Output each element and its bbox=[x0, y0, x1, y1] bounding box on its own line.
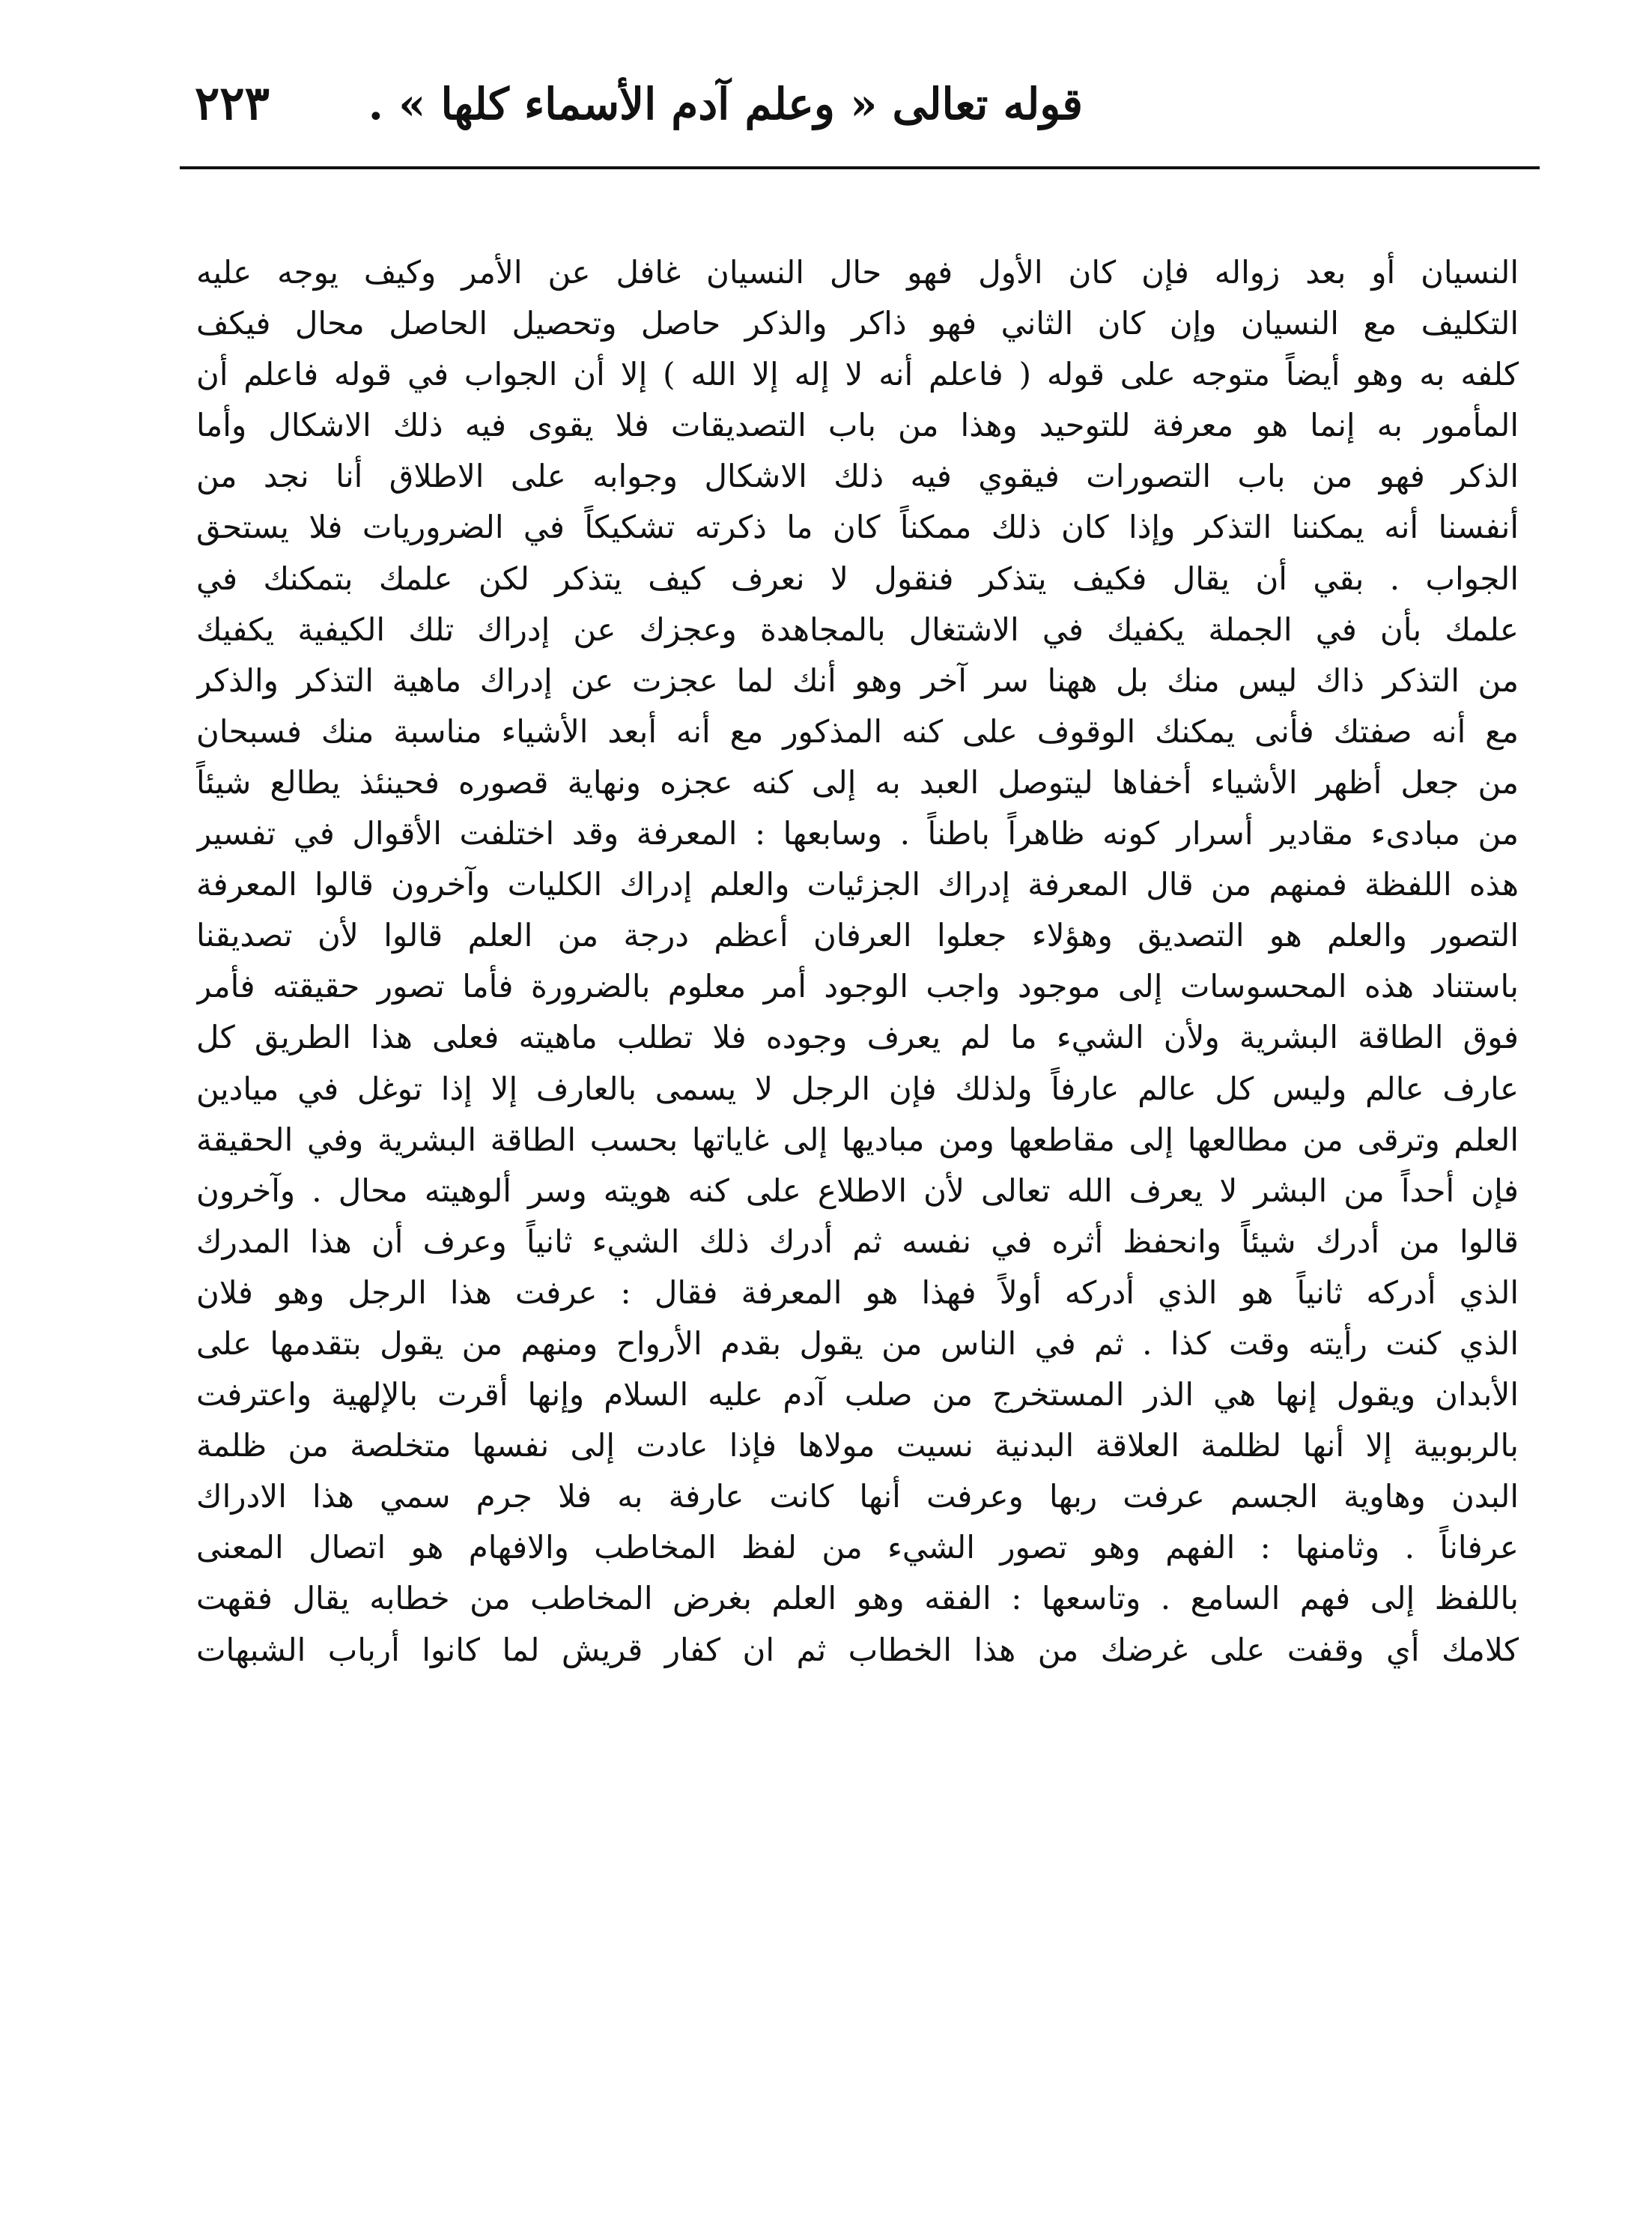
text-line: الأبدان ويقول إنها هي الذر المستخرج من صلب آدم عليه السلام وإنها أقرت بالإلهية واعترفت bbox=[196, 1376, 1519, 1414]
text-line: بالربوبية إلا أنها لظلمة العلاقة البدنية نسيت مولاها فإذا عادت إلى نفسها متخلصة من ظلمة bbox=[196, 1427, 1519, 1464]
text-line: التكليف مع النسيان وإن كان الثاني فهو ذاكر والذكر حاصل وتحصيل الحاصل محال فيكف bbox=[196, 305, 1519, 342]
text-line: النسيان أو بعد زواله فإن كان الأول فهو حال النسيان غافل عن الأمر وكيف يوجه عليه bbox=[196, 254, 1519, 291]
text-line: من التذكر ذاك ليس منك بل ههنا سر آخر وهو أنك لما عجزت عن إدراك ماهية التذكر والذكر bbox=[196, 661, 1519, 699]
running-title: قوله تعالى « وعلم آدم الأسماء كلها » . bbox=[368, 79, 1083, 130]
text-line: فإن أحداً من البشر لا يعرف الله تعالى لأن الاطلاع على كنه هويته وسر ألوهيته محال . وآخرون bbox=[196, 1172, 1519, 1209]
body-text bbox=[196, 247, 1519, 2203]
text-line: من جعل أظهر الأشياء أخفاها ليتوصل العبد به إلى كنه عجزه ونهاية قصوره فحينئذ يطالع شيئاً bbox=[196, 763, 1519, 801]
header-rule bbox=[180, 166, 1540, 169]
text-line: التصور والعلم هو التصديق وهؤلاء جعلوا العرفان أعظم درجة من العلم قالوا لأن تصديقنا bbox=[196, 917, 1519, 954]
page-number: ٢٢٣ bbox=[195, 76, 270, 130]
text-line: كلفه به وهو أيضاً متوجه على قوله ( فاعلم أنه لا إله إلا الله ) إلا أن الجواب في قوله فاعلم أن bbox=[196, 356, 1519, 393]
text-line: باللفظ إلى فهم السامع . وتاسعها : الفقه وهو العلم بغرض المخاطب من خطابه يقال فقهت bbox=[196, 1580, 1519, 1617]
text-line: الذي أدركه ثانياً هو الذي أدركه أولاً فهذا هو المعرفة فقال : عرفت هذا الرجل وهو فلان bbox=[196, 1273, 1519, 1311]
text-line: مع أنه صفتك فأنى يمكنك الوقوف على كنه المذكور مع أنه أبعد الأشياء مناسبة منك فسبحان bbox=[196, 712, 1519, 750]
text-line: العلم وترقى من مطالعها إلى مقاطعها ومن مباديها إلى غاياتها بحسب الطاقة البشرية وفي الحقيقة bbox=[196, 1121, 1519, 1158]
text-line: هذه اللفظة فمنهم من قال المعرفة إدراك الجزئيات والعلم إدراك الكليات وآخرون قالوا المعرفة bbox=[196, 866, 1519, 903]
text-line: عارف عالم وليس كل عالم عارفاً ولذلك فإن الرجل لا يسمى بالعارف إلا إذا توغل في ميادين bbox=[196, 1070, 1519, 1107]
text-line: قالوا من أدرك شيئاً وانحفظ أثره في نفسه ثم أدرك ذلك الشيء ثانياً وعرف أن هذا المدرك bbox=[196, 1222, 1519, 1260]
text-line: من مبادىء مقادير أسرار كونه ظاهراً باطناً . وسابعها : المعرفة وقد اختلفت الأقوال في تفسير bbox=[196, 815, 1519, 852]
text-line: الجواب . بقي أن يقال فكيف يتذكر فنقول لا نعرف كيف يتذكر لكن علمك بتمكنك في bbox=[196, 560, 1519, 597]
text-line: الذكر فهو من باب التصورات فيقوي فيه ذلك الاشكال وجوابه على الاطلاق أنا نجد من bbox=[196, 458, 1519, 495]
text-line: البدن وهاوية الجسم عرفت ربها وعرفت أنها كانت عارفة به فلا جرم سمي هذا الادراك bbox=[196, 1478, 1519, 1515]
text-line: فوق الطاقة البشرية ولأن الشيء ما لم يعرف وجوده فلا تطلب ماهيته فعلى هذا الطريق كل bbox=[196, 1019, 1519, 1056]
text-line: أنفسنا أنه يمكننا التذكر وإذا كان ذلك ممكناً كان ما ذكرته تشكيكاً في الضروريات فلا يستحق bbox=[196, 509, 1519, 546]
text-line: الذي كنت رأيته وقت كذا . ثم في الناس من يقول بقدم الأرواح ومنهم من يقول بتقدمها على bbox=[196, 1324, 1519, 1362]
text-line: كلامك أي وقفت على غرضك من هذا الخطاب ثم ان كفار قريش لما كانوا أرباب الشبهات bbox=[196, 1631, 1519, 1668]
text-line: المأمور به إنما هو معرفة للتوحيد وهذا من باب التصديقات فلا يقوى فيه ذلك الاشكال وأما bbox=[196, 407, 1519, 444]
running-header bbox=[180, 64, 1540, 146]
text-line: باستناد هذه المحسوسات إلى موجود واجب الوجود أمر معلوم بالضرورة فأما تصور حقيقته فأمر bbox=[196, 968, 1519, 1005]
text-line: عرفاناً . وثامنها : الفهم وهو تصور الشيء من لفظ المخاطب والافهام هو اتصال المعنى bbox=[196, 1529, 1519, 1566]
text-line: علمك بأن في الجملة يكفيك في الاشتغال بالمجاهدة وعجزك عن إدراك تلك الكيفية يكفيك bbox=[196, 610, 1519, 648]
